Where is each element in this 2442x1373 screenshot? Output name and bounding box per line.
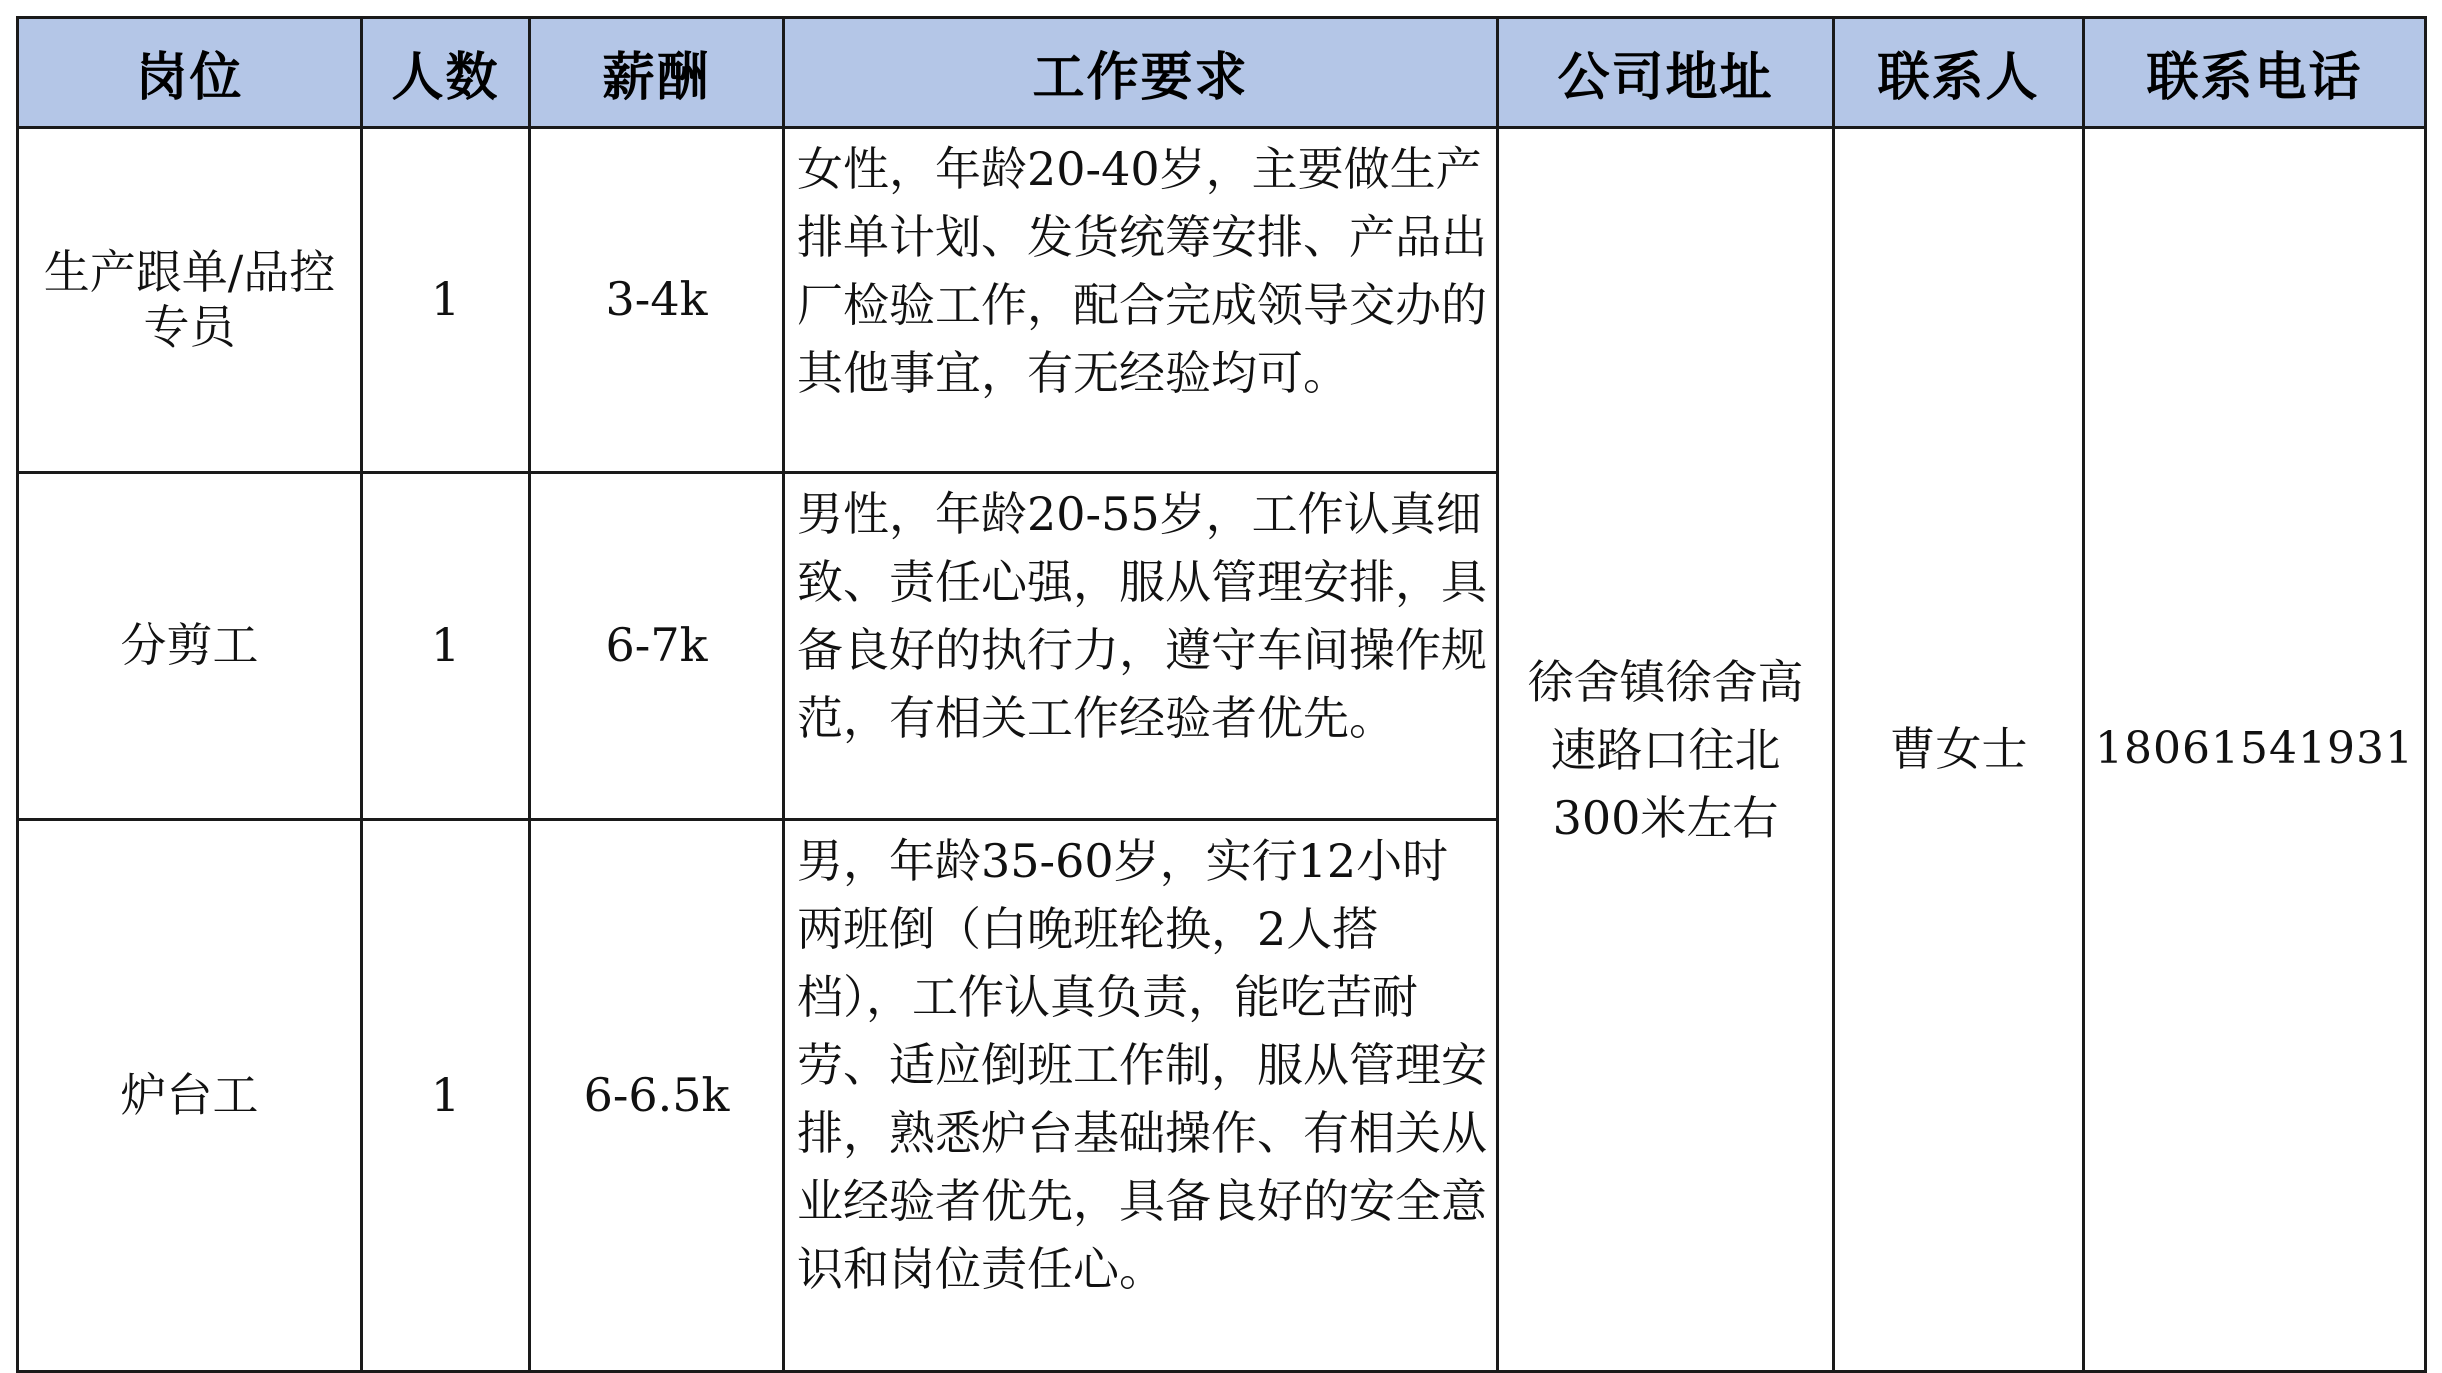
salary-cell: 6-6.5k xyxy=(530,820,784,1372)
salary-cell: 6-7k xyxy=(530,473,784,820)
position-cell: 分剪工 xyxy=(18,473,362,820)
address-cell: 徐舍镇徐舍高速路口往北300米左右 xyxy=(1498,128,1834,1372)
phone-cell: 18061541931 xyxy=(2084,128,2426,1372)
header-position: 岗位 xyxy=(18,18,362,128)
position-cell: 炉台工 xyxy=(18,820,362,1372)
requirements-cell: 男性，年龄20-55岁，工作认真细致、责任心强，服从管理安排，具备良好的执行力，遵守车间操作规范，有相关工作经验者优先。 xyxy=(784,473,1498,820)
count-cell: 1 xyxy=(362,128,530,473)
position-cell: 生产跟单/品控专员 xyxy=(18,128,362,473)
table-row xyxy=(18,128,2426,473)
header-phone: 联系电话 xyxy=(2084,18,2426,128)
count-cell: 1 xyxy=(362,473,530,820)
header-contact: 联系人 xyxy=(1834,18,2084,128)
salary-cell: 3-4k xyxy=(530,128,784,473)
contact-cell: 曹女士 xyxy=(1834,128,2084,1372)
header-count: 人数 xyxy=(362,18,530,128)
header-address: 公司地址 xyxy=(1498,18,1834,128)
header-row xyxy=(18,18,2426,128)
header-salary: 薪酬 xyxy=(530,18,784,128)
requirements-cell: 男，年龄35-60岁，实行12小时两班倒（白晚班轮换，2人搭档），工作认真负责，能吃苦耐劳、适应倒班工作制，服从管理安排，熟悉炉台基础操作、有相关从业经验者优先，具备良好的安全意识和岗位责任心。 xyxy=(784,820,1498,1372)
job-listing-table xyxy=(16,16,2427,1373)
header-requirements: 工作要求 xyxy=(784,18,1498,128)
count-cell: 1 xyxy=(362,820,530,1372)
requirements-cell: 女性，年龄20-40岁，主要做生产排单计划、发货统筹安排、产品出厂检验工作，配合完成领导交办的其他事宜，有无经验均可。 xyxy=(784,128,1498,473)
